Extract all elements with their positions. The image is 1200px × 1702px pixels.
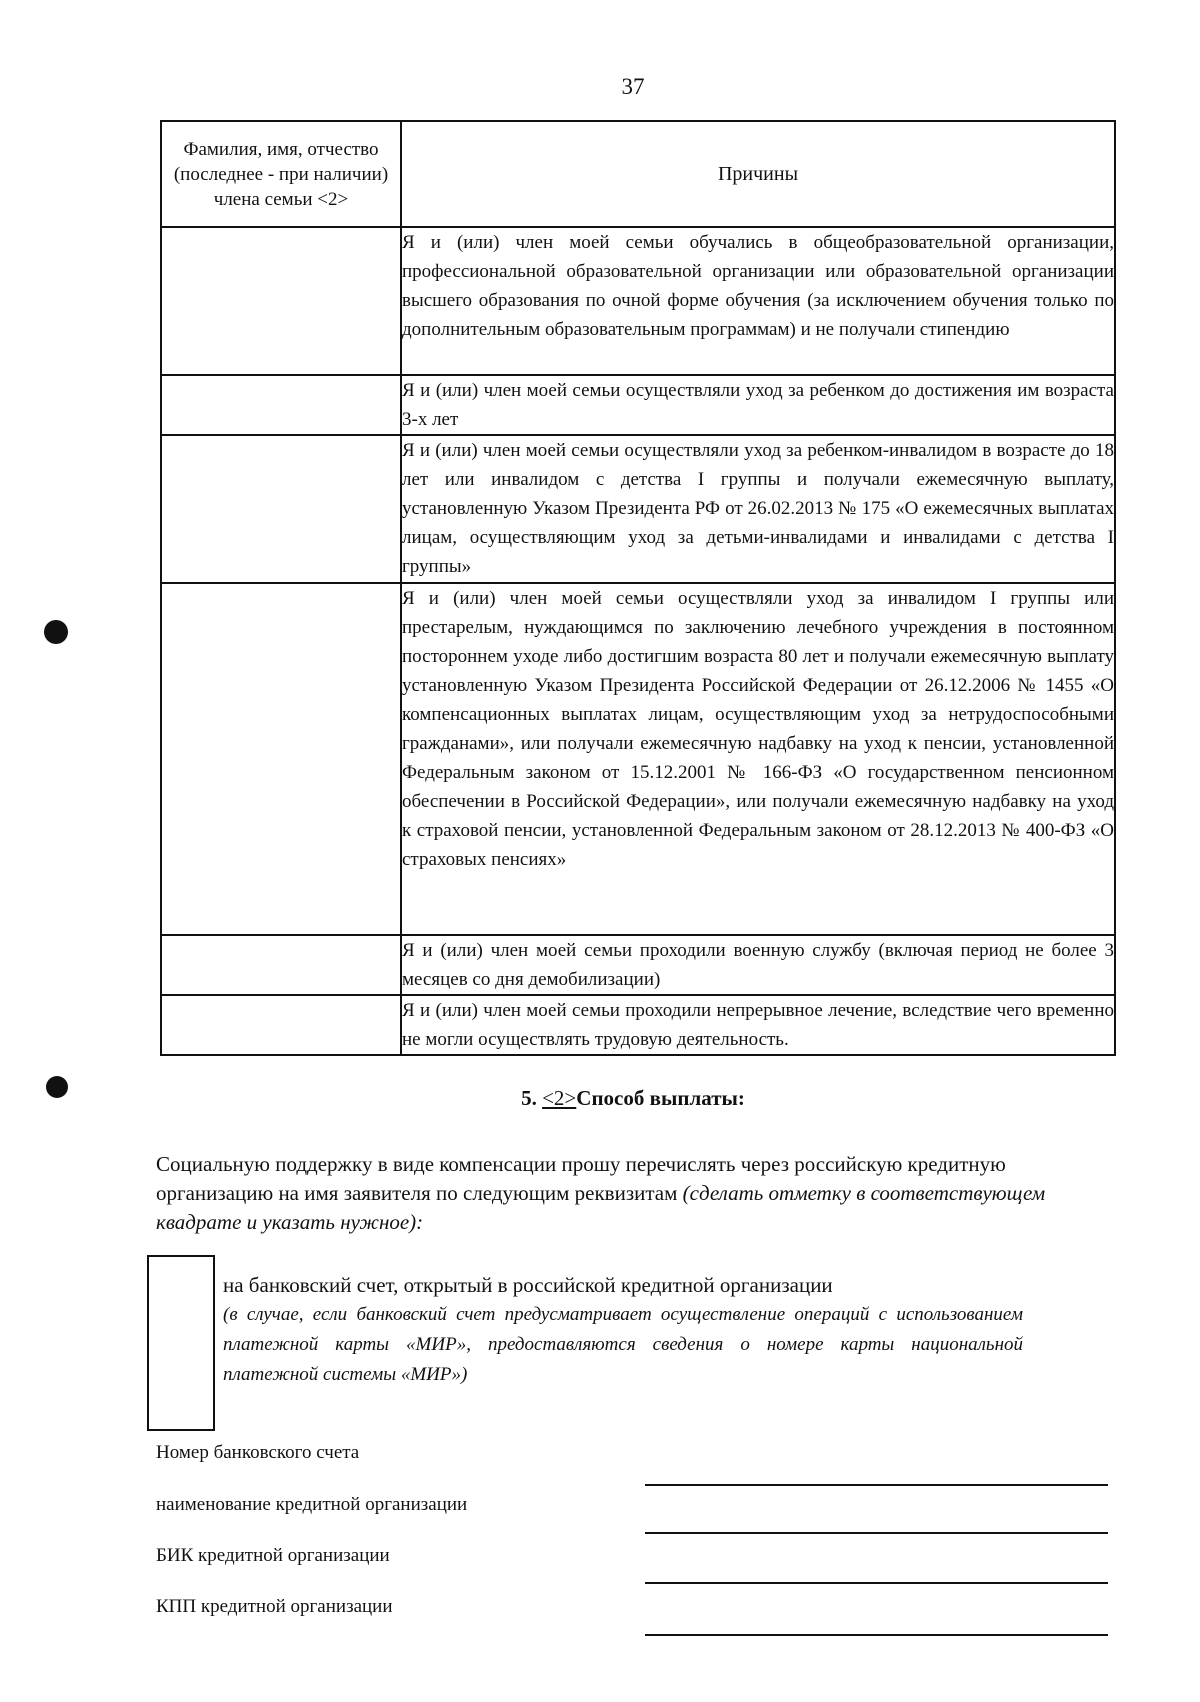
table-row <box>161 227 1115 375</box>
payment-intro <box>156 1150 1116 1237</box>
option-note: (в случае, если банковский счет предусматривает осуществление операций с использованием платежной карты «МИР», предоставляются сведения о номере карты национальной платежной системы «МИР») <box>223 1304 1023 1385</box>
table-row <box>161 435 1115 583</box>
option-label: на банковский счет, открытый в российской кредитной организации <box>223 1273 833 1297</box>
header-reasons: Причины <box>401 121 1115 227</box>
family-member-name-cell[interactable] <box>161 375 401 435</box>
bank-account-checkbox[interactable] <box>147 1255 215 1431</box>
reason-cell: Я и (или) член моей семьи осуществляли уход за инвалидом I группы или престарелым, нуждающимся по заключению лечебного учреждения в постоянном постороннем уходе либо достигшим возраста 80 лет и получали ежемесячную выплату установленную Указом Президента Российской Федерации от 26.12.2006 № 1455 «О компенсационных выплатах лицам, осуществляющим уход за нетрудоспособными гражданами», или получали ежемесячную надбавку на уход к пенсии, установленной Федеральным законом от 15.12.2001 № 166-ФЗ «О государственном пенсионном обеспечении в Российской Федерации», или получали ежемесячную надбавку на уход к страховой пенсии, установленной Федеральным законом от 28.12.2013 № 400-ФЗ «О страховых пенсиях» <box>401 583 1115 935</box>
table-header-row <box>161 121 1115 227</box>
family-member-name-cell[interactable] <box>161 935 401 995</box>
punch-hole-mark <box>46 1076 68 1098</box>
kpp-label: КПП кредитной организации <box>156 1596 393 1617</box>
section-number: 5. <box>521 1086 537 1110</box>
reason-cell: Я и (или) член моей семьи осуществляли уход за ребенком-инвалидом в возрасте до 18 лет или инвалидом с детства I группы и получали ежемесячную выплату, установленную Указом Президента РФ от 26.02.2013 № 175 «О ежемесячных выплатах лицам, осуществляющим уход за детьми-инвалидами и инвалидами с детства I группы» <box>401 435 1115 583</box>
footnote-ref: <2> <box>542 1086 577 1110</box>
bik-label: БИК кредитной организации <box>156 1545 390 1566</box>
reason-cell: Я и (или) член моей семьи проходили непрерывное лечение, вследствие чего временно не могли осуществлять трудовую деятельность. <box>401 995 1115 1055</box>
reason-cell: Я и (или) член моей семьи проходили военную службу (включая период не более 3 месяцев со дня демобилизации) <box>401 935 1115 995</box>
table-row <box>161 935 1115 995</box>
family-member-name-cell[interactable] <box>161 227 401 375</box>
bank-account-option <box>223 1270 1023 1390</box>
header-family-member-name: Фамилия, имя, отчество (последнее - при наличии) члена семьи <2> <box>161 121 401 227</box>
family-member-name-cell[interactable] <box>161 995 401 1055</box>
section-title-text: Способ выплаты: <box>576 1086 745 1110</box>
reasons-table <box>160 120 1116 1056</box>
intro-text: Социальную поддержку в виде компенсации прошу перечислять через российскую кредитную организацию на имя заявителя по следующим реквизитам <box>156 1152 1006 1205</box>
kpp-field[interactable] <box>645 1612 1108 1636</box>
page-number: 37 <box>621 74 645 99</box>
intro-note: (сделать отметку в соответствующем квадрате и указать нужное): <box>156 1181 1046 1234</box>
account-number-field[interactable] <box>645 1462 1108 1486</box>
bik-field[interactable] <box>645 1560 1108 1584</box>
reason-cell: Я и (или) член моей семьи осуществляли уход за ребенком до достижения им возраста 3-х лет <box>401 375 1115 435</box>
table-row <box>161 583 1115 935</box>
bank-name-label: наименование кредитной организации <box>156 1494 468 1515</box>
punch-hole-mark <box>44 620 68 644</box>
table-row <box>161 375 1115 435</box>
family-member-name-cell[interactable] <box>161 435 401 583</box>
account-number-label: Номер банковского счета <box>156 1442 360 1463</box>
bank-name-field[interactable] <box>645 1510 1108 1534</box>
table-row <box>161 995 1115 1055</box>
payment-section-title <box>0 1086 1200 1111</box>
reason-cell: Я и (или) член моей семьи обучались в общеобразовательной организации, профессиональной образовательной организации или образовательной организации высшего образования по очной форме обучения (за исключением обучения только по дополнительным образовательным программам) и не получали стипендию <box>401 227 1115 375</box>
family-member-name-cell[interactable] <box>161 583 401 935</box>
